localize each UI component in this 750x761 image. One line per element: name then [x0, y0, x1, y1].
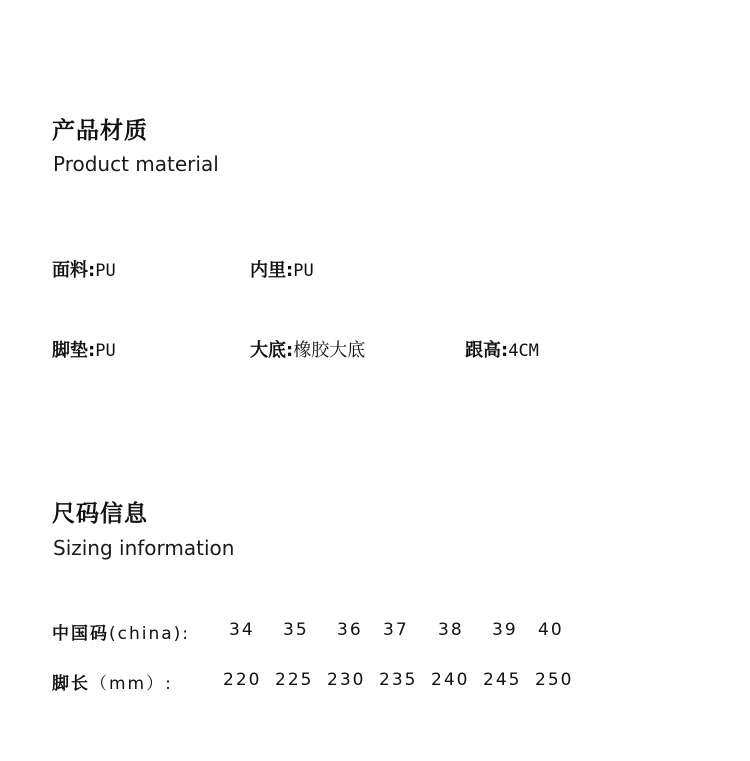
china-size-value: 39 — [492, 620, 518, 640]
china-size-label: 中国码 — [52, 624, 109, 644]
foot-length-value: 235 — [379, 670, 418, 690]
foot-length-value: 220 — [223, 670, 262, 690]
spec-outsole — [250, 340, 365, 362]
foot-length-value: 250 — [535, 670, 574, 690]
china-size-value: 38 — [438, 620, 464, 640]
china-size-row-label — [52, 619, 190, 644]
spec-insole-label: 脚垫: — [52, 340, 96, 361]
spec-lining-label: 内里: — [250, 260, 294, 281]
foot-length-label: 脚长 — [52, 674, 90, 694]
spec-lining-value: PU — [293, 261, 314, 281]
spec-outsole-label: 大底: — [250, 340, 294, 361]
spec-outsole-value: 橡胶大底 — [293, 340, 366, 361]
sizing-title-cn: 尺码信息 — [52, 501, 148, 527]
china-size-value: 34 — [229, 620, 255, 640]
china-size-value: 36 — [337, 620, 363, 640]
spec-fabric-value: PU — [95, 261, 116, 281]
spec-insole-value: PU — [95, 341, 116, 361]
spec-heel-height — [465, 340, 539, 362]
spec-heel-height-value: 4CM — [508, 341, 539, 361]
spec-fabric-label: 面料: — [52, 260, 96, 281]
foot-length-label-suffix: （mm）: — [90, 674, 173, 694]
china-size-value: 35 — [283, 620, 309, 640]
sizing-title-en: Sizing information — [53, 536, 235, 560]
foot-length-row-label — [52, 669, 173, 694]
foot-length-value: 245 — [483, 670, 522, 690]
spec-heel-height-label: 跟高: — [465, 340, 509, 361]
china-size-value: 40 — [538, 620, 564, 640]
material-title-en: Product material — [53, 152, 219, 176]
foot-length-value: 230 — [327, 670, 366, 690]
foot-length-value: 240 — [431, 670, 470, 690]
china-size-label-suffix: (china): — [109, 624, 191, 644]
china-size-value: 37 — [383, 620, 409, 640]
spec-insole — [52, 340, 116, 362]
foot-length-value: 225 — [275, 670, 314, 690]
spec-lining — [250, 260, 314, 282]
spec-fabric — [52, 260, 116, 282]
material-title-cn: 产品材质 — [52, 118, 148, 144]
